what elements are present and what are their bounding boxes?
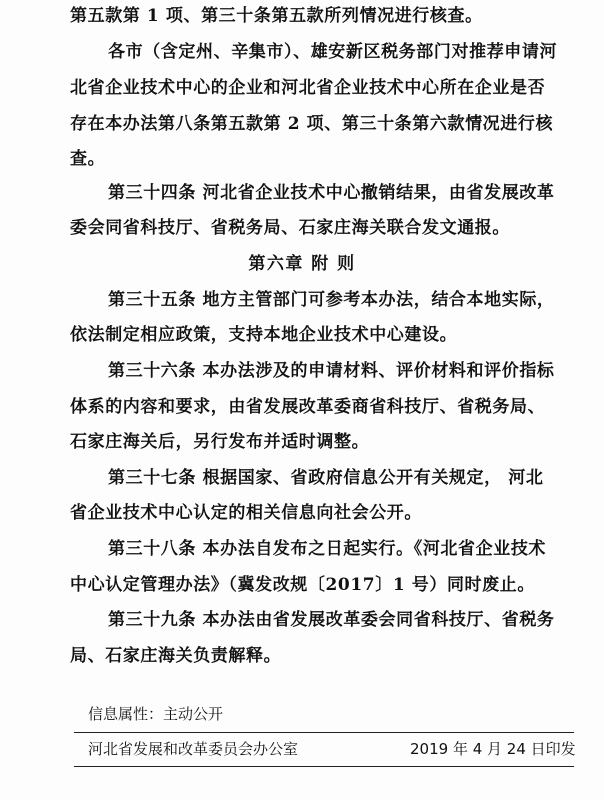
footer-divider-top bbox=[74, 732, 574, 733]
article-39-line: 第三十九条 本办法由省发展改革委会同省科技厅、省税务 bbox=[108, 610, 555, 630]
article-39-line: 局、石家庄海关负责解释。 bbox=[70, 646, 282, 666]
issuer-name: 河北省发展和改革委员会办公室 bbox=[88, 740, 299, 758]
paragraph-line: 北省企业技术中心的企业和河北省企业技术中心所在企业是否 bbox=[70, 78, 546, 98]
article-38-line: 中心认定管理办法》（冀发改规〔2017〕1 号）同时废止。 bbox=[70, 575, 535, 595]
chapter-title: 第六章 附 则 bbox=[248, 254, 356, 274]
article-37-line: 第三十七条 根据国家、省政府信息公开有关规定， 河北 bbox=[108, 468, 544, 488]
footer-divider-bottom bbox=[74, 766, 574, 767]
paragraph-line: 查。 bbox=[70, 149, 106, 169]
article-35-line: 依法制定相应政策，支持本地企业技术中心建设。 bbox=[70, 325, 458, 345]
article-34-line: 委会同省科技厅、省税务局、石家庄海关联合发文通报。 bbox=[70, 218, 510, 238]
paragraph-line: 第五款第 1 项、第三十条第五款所列情况进行核查。 bbox=[70, 6, 483, 26]
article-35-line: 第三十五条 地方主管部门可参考本办法，结合本地实际， bbox=[108, 290, 555, 310]
article-36-line: 石家庄海关后，另行发布并适时调整。 bbox=[70, 432, 370, 452]
article-36-line: 体系的内容和要求，由省发展改革委商省科技厅、省税务局、 bbox=[70, 397, 546, 417]
paragraph-line: 存在本办法第八条第五款第 2 项、第三十条第六款情况进行核 bbox=[70, 114, 554, 134]
article-37-line: 省企业技术中心认定的相关信息向社会公开。 bbox=[70, 503, 422, 523]
article-36-line: 第三十六条 本办法涉及的申请材料、评价材料和评价指标 bbox=[108, 361, 555, 381]
info-attribute: 信息属性：主动公开 bbox=[88, 705, 224, 723]
article-34-line: 第三十四条 河北省企业技术中心撤销结果，由省发展改革 bbox=[108, 183, 555, 203]
paragraph-line: 各市（含定州、辛集市）、雄安新区税务部门对推荐申请河 bbox=[108, 42, 558, 62]
issue-date: 2019 年 4 月 24 日印发 bbox=[410, 740, 576, 758]
article-38-line: 第三十八条 本办法自发布之日起实行。《河北省企业技术 bbox=[108, 539, 547, 559]
